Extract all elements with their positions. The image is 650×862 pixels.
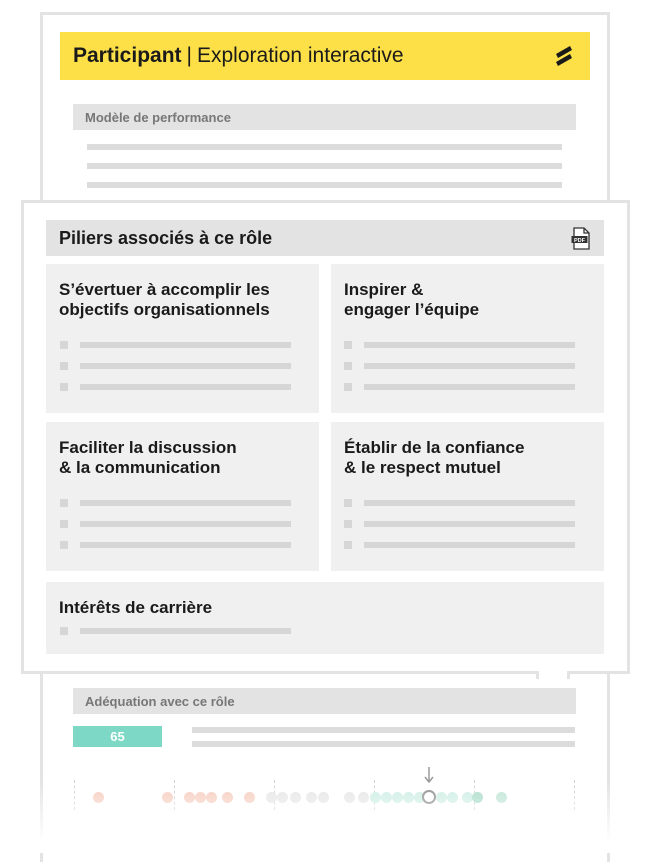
placeholder-line — [87, 182, 562, 188]
scale-dot — [244, 792, 255, 803]
scale-dot — [392, 792, 403, 803]
pillar-tile-inspire[interactable] — [331, 264, 604, 413]
scale-dot — [496, 792, 507, 803]
title-separator: | — [186, 44, 192, 67]
scale-dot — [370, 792, 381, 803]
scale-dot — [472, 792, 483, 803]
header-bar — [60, 32, 590, 80]
bullet-icon — [60, 520, 68, 528]
scale-dot — [318, 792, 329, 803]
placeholder-line — [80, 521, 291, 527]
placeholder-line — [80, 363, 291, 369]
arrow-down-icon — [423, 766, 435, 784]
placeholder-line — [364, 542, 575, 548]
bullet-icon — [344, 520, 352, 528]
scale-tick — [74, 780, 76, 810]
scale-dot — [344, 792, 355, 803]
scale-dot — [184, 792, 195, 803]
placeholder-line — [80, 500, 291, 506]
scale-dot — [436, 792, 447, 803]
pillars-header — [46, 220, 604, 256]
placeholder-line — [80, 342, 291, 348]
bullet-icon — [60, 341, 68, 349]
placeholder-line — [364, 521, 575, 527]
scale-dot — [306, 792, 317, 803]
performance-model-label: Modèle de performance — [73, 104, 576, 130]
career-interests-tile[interactable] — [46, 582, 604, 654]
bullet-icon — [344, 341, 352, 349]
placeholder-line — [192, 727, 575, 733]
placeholder-line — [80, 542, 291, 548]
pillar-title: Établir de la confiance & le respect mutuel — [344, 438, 525, 477]
scale-dot — [93, 792, 104, 803]
scale-dot — [162, 792, 173, 803]
scale-tick — [174, 780, 176, 810]
scale-dot — [358, 792, 369, 803]
pillars-title: Piliers associés à ce rôle — [59, 227, 273, 248]
bullet-icon — [60, 541, 68, 549]
placeholder-line — [364, 500, 575, 506]
scale-dot — [222, 792, 233, 803]
placeholder-line — [80, 628, 291, 634]
pillar-tile-trust[interactable] — [331, 422, 604, 571]
svg-text:PDF: PDF — [574, 237, 585, 244]
bullet-icon — [344, 383, 352, 391]
bullet-icon — [344, 499, 352, 507]
placeholder-line — [87, 163, 562, 169]
scale-dot — [290, 792, 301, 803]
bullet-icon — [60, 499, 68, 507]
placeholder-line — [364, 342, 575, 348]
fit-position-marker — [422, 790, 436, 804]
title-subtitle: Exploration interactive — [197, 44, 404, 67]
pillar-title: Faciliter la discussion & la communication — [59, 438, 237, 477]
scale-dot — [195, 792, 206, 803]
bullet-icon — [344, 362, 352, 370]
pdf-icon[interactable] — [571, 227, 591, 250]
bullet-icon — [60, 627, 68, 635]
scale-dot — [266, 792, 277, 803]
bullet-icon — [60, 362, 68, 370]
placeholder-line — [192, 741, 575, 747]
scale-dot — [381, 792, 392, 803]
placeholder-line — [364, 363, 575, 369]
scale-dot — [206, 792, 217, 803]
pillar-title: S’évertuer à accomplir les objectifs organisationnels — [59, 280, 270, 319]
career-interests-title: Intérêts de carrière — [59, 598, 213, 617]
pillar-tile-communication[interactable] — [46, 422, 319, 571]
title-role: Participant — [73, 44, 182, 67]
placeholder-line — [87, 144, 562, 150]
fit-section-label: Adéquation avec ce rôle — [73, 688, 576, 714]
bullet-icon — [60, 383, 68, 391]
card-notch — [536, 671, 570, 679]
brand-logo-icon — [552, 44, 576, 68]
page-title — [73, 44, 404, 68]
fit-score-badge: 65 — [73, 726, 162, 747]
bullet-icon — [344, 541, 352, 549]
placeholder-line — [80, 384, 291, 390]
scale-dot — [277, 792, 288, 803]
pillar-tile-goals[interactable] — [46, 264, 319, 413]
scale-dot — [403, 792, 414, 803]
scale-dot — [447, 792, 458, 803]
scale-tick — [574, 780, 576, 810]
placeholder-line — [364, 384, 575, 390]
pillar-title: Inspirer & engager l’équipe — [344, 280, 480, 319]
